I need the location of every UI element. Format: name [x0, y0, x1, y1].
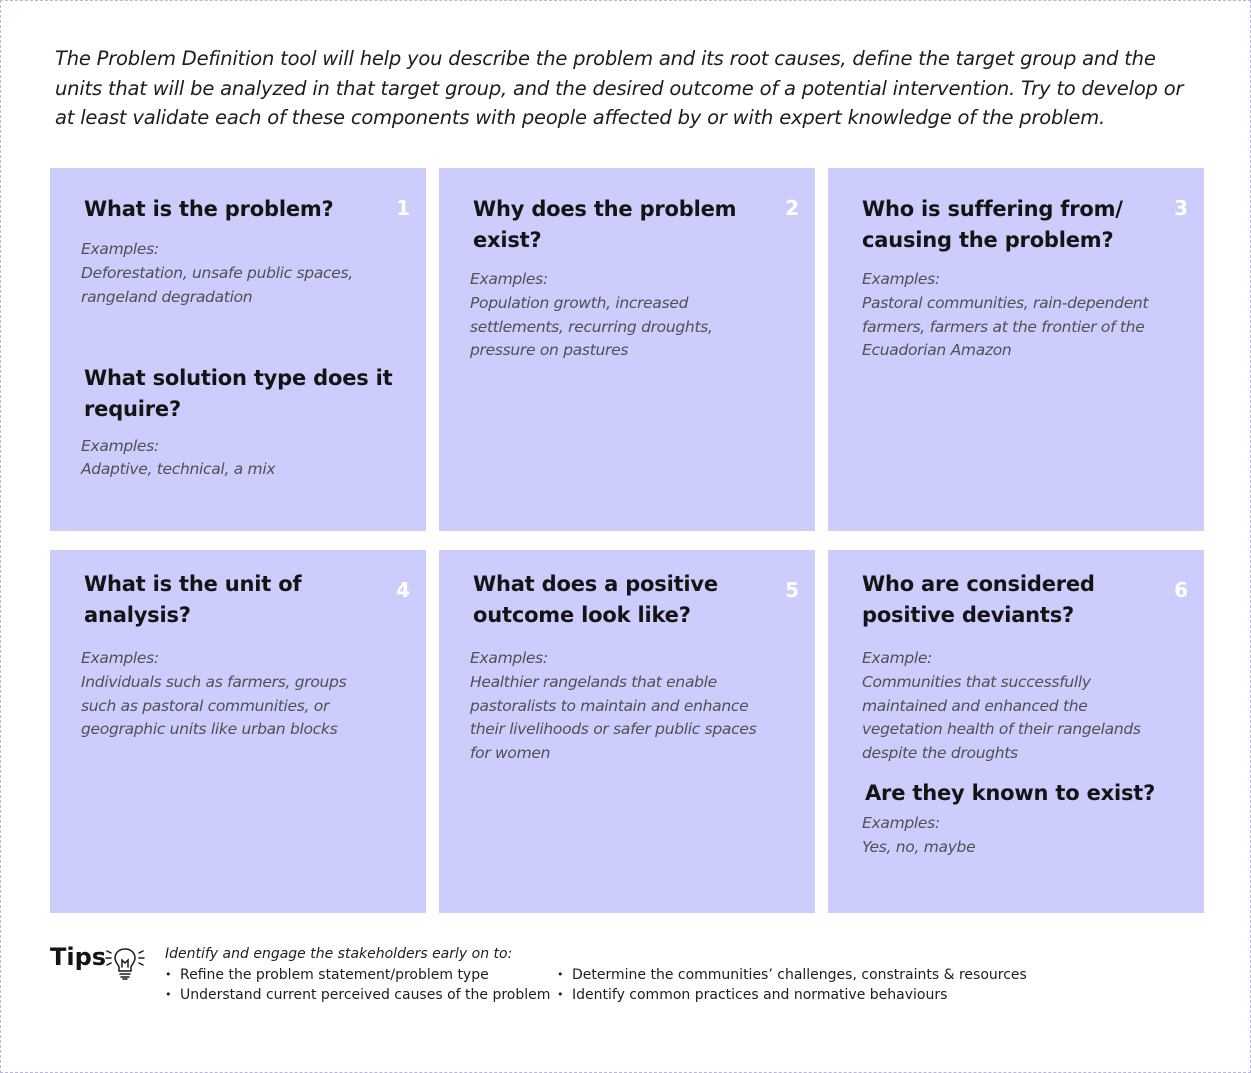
- examples-label: Examples:: [470, 270, 548, 288]
- tip-item: • Determine the communities’ challenges, constraints & resources: [557, 965, 1027, 985]
- tips-list-left: [165, 965, 550, 1005]
- card-title: What is the unit of analysis?: [84, 572, 302, 627]
- tips-list-right: [557, 965, 1027, 1005]
- examples-text: Individuals such as farmers, groups such as pastoral communities, or geographic units like urban blocks: [81, 673, 347, 738]
- card-title: What is the problem?: [84, 197, 334, 221]
- card-title: What does a positive outcome look like?: [473, 572, 718, 627]
- examples-label: Examples:: [81, 437, 159, 455]
- examples-label: Examples:: [862, 814, 940, 832]
- tip-item: • Understand current perceived causes of the problem: [165, 985, 550, 1005]
- card-number: 5: [785, 578, 799, 602]
- tip-item: • Identify common practices and normative behaviours: [557, 985, 1027, 1005]
- card-positive-deviants: [828, 550, 1204, 913]
- examples-label: Examples:: [470, 649, 548, 667]
- examples-label: Example:: [862, 649, 933, 667]
- card-number: 2: [785, 196, 799, 220]
- card-root-causes: [439, 168, 815, 531]
- card-subtitle: What solution type does it require?: [84, 366, 393, 421]
- examples-text: Pastoral communities, rain-dependent farmers, farmers at the frontier of the Ecuadorian Amazon: [862, 294, 1149, 359]
- card-title: Why does the problem exist?: [473, 197, 737, 252]
- card-number: 6: [1174, 578, 1188, 602]
- card-number: 3: [1174, 196, 1188, 220]
- card-subtitle: Are they known to exist?: [865, 781, 1156, 805]
- card-number: 1: [396, 196, 410, 220]
- card-positive-outcome: [439, 550, 815, 913]
- card-target-group: [828, 168, 1204, 531]
- examples-label: Examples:: [862, 270, 940, 288]
- lightbulb-icon: [104, 943, 146, 983]
- tip-item: • Refine the problem statement/problem type: [165, 965, 550, 985]
- examples-label: Examples:: [81, 240, 159, 258]
- examples-text: Adaptive, technical, a mix: [81, 460, 276, 478]
- card-unit-of-analysis: [50, 550, 426, 913]
- examples-label: Examples:: [81, 649, 159, 667]
- intro-text: The Problem Definition tool will help you describe the problem and its root causes, define the target group and the units that will be analyzed in that target group, and the desired outcome of a potential intervention. Try to develop or at least validate each of these components with people affected by or with expert knowledge of the problem.: [55, 47, 1184, 129]
- tips-title: Tips: [50, 943, 107, 971]
- card-problem: [50, 168, 426, 531]
- examples-text: Deforestation, unsafe public spaces, rangeland degradation: [81, 264, 353, 306]
- examples-text: Healthier rangelands that enable pastoralists to maintain and enhance their livelihoods or safer public spaces for women: [470, 673, 757, 762]
- card-title: Who are considered positive deviants?: [862, 572, 1095, 627]
- examples-text: Yes, no, maybe: [862, 838, 976, 856]
- card-title: Who is suffering from/ causing the problem?: [862, 197, 1123, 252]
- examples-text: Population growth, increased settlements, recurring droughts, pressure on pastures: [470, 294, 713, 359]
- tips-intro: Identify and engage the stakeholders early on to:: [165, 946, 513, 962]
- card-number: 4: [396, 578, 410, 602]
- examples-text: Communities that successfully maintained and enhanced the vegetation health of their rangelands despite the droughts: [862, 673, 1141, 762]
